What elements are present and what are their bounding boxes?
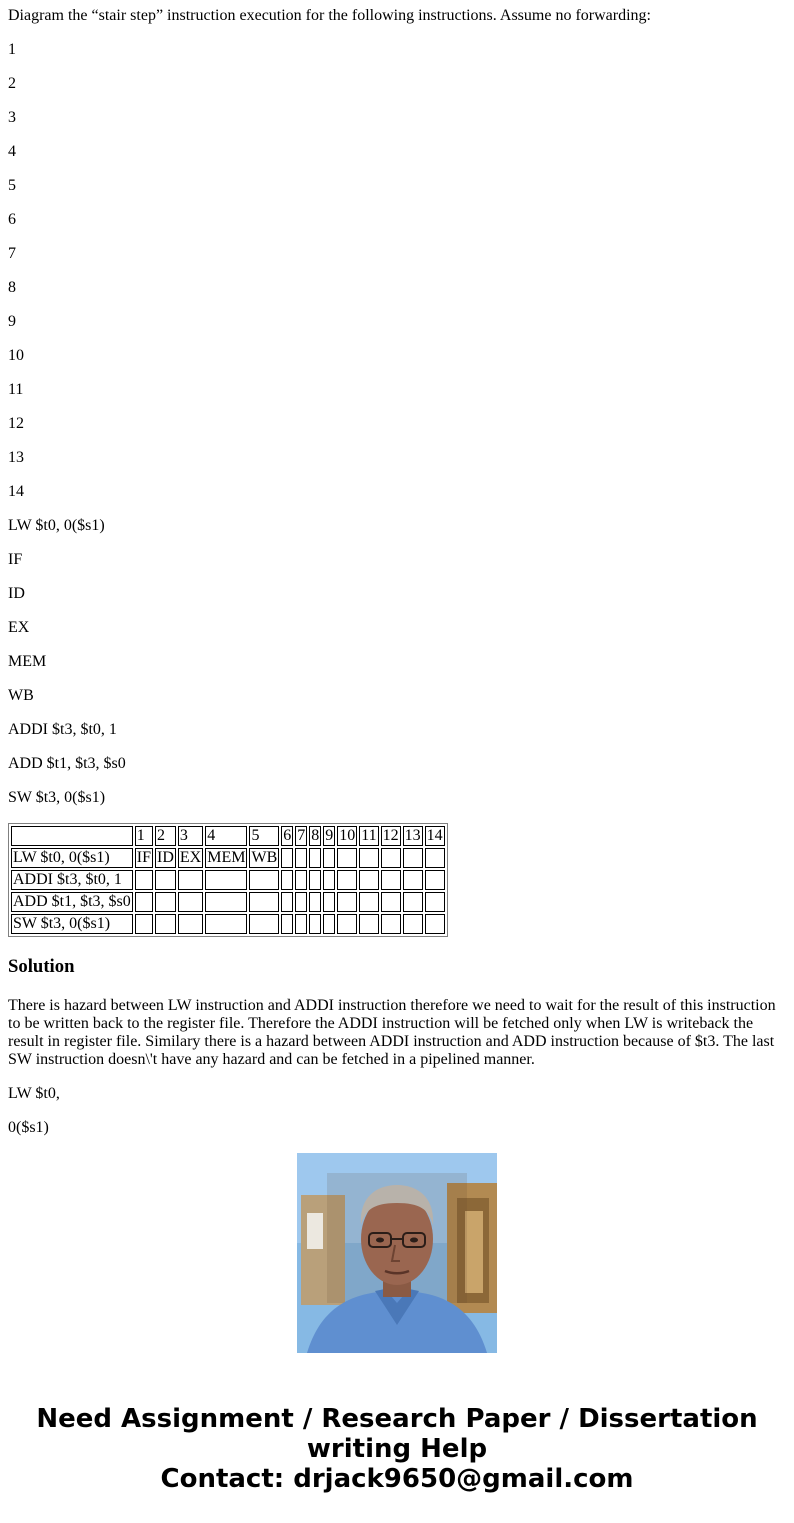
- promo-line: writing Help: [306, 1434, 488, 1464]
- stage-cell: [295, 914, 307, 934]
- cycle-line: 7: [8, 245, 16, 262]
- stage-cell: [403, 848, 423, 868]
- author-portrait-image: [297, 1153, 497, 1353]
- stage-cell: [337, 914, 357, 934]
- stage-cell: [425, 848, 445, 868]
- instruction-line: IF: [8, 551, 23, 568]
- stage-cell: [403, 914, 423, 934]
- stage-cell: [178, 914, 203, 934]
- stage-cell: [381, 892, 401, 912]
- stage-cell: WB: [251, 849, 278, 866]
- cycle-line: 12: [8, 415, 24, 432]
- instruction-line: ADDI $t3, $t0, 1: [8, 721, 117, 738]
- stage-cell: [178, 870, 203, 890]
- author-avatar: [297, 1153, 497, 1353]
- stage-cell: [178, 892, 203, 912]
- table-row: [11, 914, 445, 934]
- stage-cell: [323, 848, 335, 868]
- stage-cell: [359, 870, 378, 890]
- stage-cell: [295, 848, 307, 868]
- document-content: [8, 0, 786, 1136]
- instruction-line: SW $t3, 0($s1): [8, 789, 106, 806]
- table-row: [11, 848, 445, 868]
- stage-cell: IF: [136, 849, 152, 866]
- instruction-line: EX: [8, 619, 30, 636]
- promo-banner: [0, 1404, 794, 1494]
- stage-cell: [205, 870, 247, 890]
- instruction-line: ID: [8, 585, 25, 602]
- stage-cell: [337, 892, 357, 912]
- cycle-line: 14: [8, 483, 24, 500]
- instruction-label-cell: LW $t0, 0($s1): [11, 848, 133, 868]
- promo-contact: Contact: drjack9650@gmail.com: [160, 1464, 634, 1494]
- cycle-header-cell: 5: [249, 826, 279, 846]
- cycle-header-cell: 6: [283, 827, 292, 844]
- stage-cell: [135, 870, 153, 890]
- stage-cell: [403, 892, 423, 912]
- cycle-line: 2: [8, 75, 16, 92]
- stage-cell: [403, 870, 423, 890]
- table-corner-cell: [11, 826, 133, 846]
- instruction-line: LW $t0, 0($s1): [8, 517, 105, 534]
- instruction-line: ADD $t1, $t3, $s0: [8, 755, 126, 772]
- stage-cell: [359, 914, 378, 934]
- cycle-header-cell: 9: [325, 827, 334, 844]
- cycle-line: 6: [8, 211, 16, 228]
- stage-cell: [281, 914, 293, 934]
- promo-line: Need Assignment / Research Paper / Dissertation: [36, 1404, 758, 1434]
- stage-cell: [281, 892, 293, 912]
- stage-cell: [309, 848, 321, 868]
- cycle-header-cell: 7: [297, 827, 306, 844]
- cycle-number-list: [8, 41, 786, 501]
- stage-cell: EX: [179, 849, 202, 866]
- table-header-row: [11, 826, 445, 846]
- solution-tail-line: 0($s1): [8, 1119, 49, 1136]
- stage-cell: MEM: [207, 849, 246, 866]
- solution-tail-line: LW $t0,: [8, 1085, 60, 1102]
- solution-heading: Solution: [8, 956, 75, 977]
- stage-cell: [359, 892, 378, 912]
- instruction-label-cell: ADD $t1, $t3, $s0: [13, 893, 131, 910]
- instruction-list: [8, 517, 786, 807]
- stage-cell: ID: [157, 849, 174, 866]
- stage-cell: [323, 870, 335, 890]
- cycle-header-cell: 10: [339, 827, 356, 844]
- cycle-header-cell: 11: [361, 827, 377, 844]
- stage-cell: [295, 892, 307, 912]
- cycle-header-cell: 12: [382, 827, 399, 844]
- cycle-header-cell: 14: [426, 827, 443, 844]
- table-row: [11, 870, 445, 890]
- stage-cell: [309, 892, 321, 912]
- cycle-line: 5: [8, 177, 16, 194]
- question-text: Diagram the “stair step” instruction execution for the following instructions. Assume no forwarding:: [8, 7, 651, 24]
- stage-cell: [381, 870, 401, 890]
- stage-cell: [155, 870, 176, 890]
- stage-cell: [155, 914, 176, 934]
- stage-cell: [135, 914, 153, 934]
- cycle-header-cell: 13: [404, 827, 421, 844]
- stage-cell: [205, 914, 247, 934]
- stage-cell: [249, 914, 279, 934]
- instruction-label-cell: ADDI $t3, $t0, 1: [11, 870, 133, 890]
- stage-cell: [359, 848, 378, 868]
- stage-cell: [425, 892, 445, 912]
- instruction-line: WB: [8, 687, 34, 704]
- cycle-line: 11: [8, 381, 24, 398]
- instruction-line: MEM: [8, 653, 47, 670]
- stage-cell: [381, 848, 401, 868]
- stage-cell: [381, 914, 401, 934]
- stage-cell: [205, 892, 247, 912]
- instruction-label-cell: SW $t3, 0($s1): [11, 914, 133, 934]
- stage-cell: [309, 914, 321, 934]
- stage-cell: [337, 848, 357, 868]
- stage-cell: [281, 870, 293, 890]
- table-row: [11, 892, 445, 912]
- stage-cell: [309, 870, 321, 890]
- stage-cell: [337, 870, 357, 890]
- cycle-line: 3: [8, 109, 16, 126]
- cycle-line: 1: [8, 41, 16, 58]
- stage-cell: [249, 870, 279, 890]
- cycle-header-cell: 4: [205, 826, 247, 846]
- cycle-line: 4: [8, 143, 16, 160]
- stage-cell: [323, 892, 335, 912]
- stage-cell: [249, 892, 279, 912]
- solution-text: There is hazard between LW instruction and ADDI instruction therefore we need to wait for the result of this instruction to be written back to the register file. Therefore the ADDI instruction will be fetched only when LW is writeback the result in register file. Similary there is a hazard between ADDI instruction and ADD instruction because of $t3. The last SW instruction doesn\'t have any hazard and can be fetched in a pipelined manner.: [8, 997, 776, 1068]
- stage-cell: [295, 870, 307, 890]
- pipeline-table: [8, 823, 448, 937]
- cycle-header-cell: 1: [135, 826, 153, 846]
- stage-cell: [155, 892, 176, 912]
- cycle-header-cell: 8: [311, 827, 320, 844]
- stage-cell: [281, 848, 293, 868]
- stage-cell: [425, 914, 445, 934]
- cycle-line: 8: [8, 279, 16, 296]
- cycle-line: 9: [8, 313, 16, 330]
- cycle-line: 13: [8, 449, 24, 466]
- cycle-header-cell: 2: [155, 826, 176, 846]
- cycle-line: 10: [8, 347, 24, 364]
- cycle-header-cell: 3: [178, 826, 203, 846]
- stage-cell: [425, 870, 445, 890]
- stage-cell: [323, 914, 335, 934]
- stage-cell: [135, 892, 153, 912]
